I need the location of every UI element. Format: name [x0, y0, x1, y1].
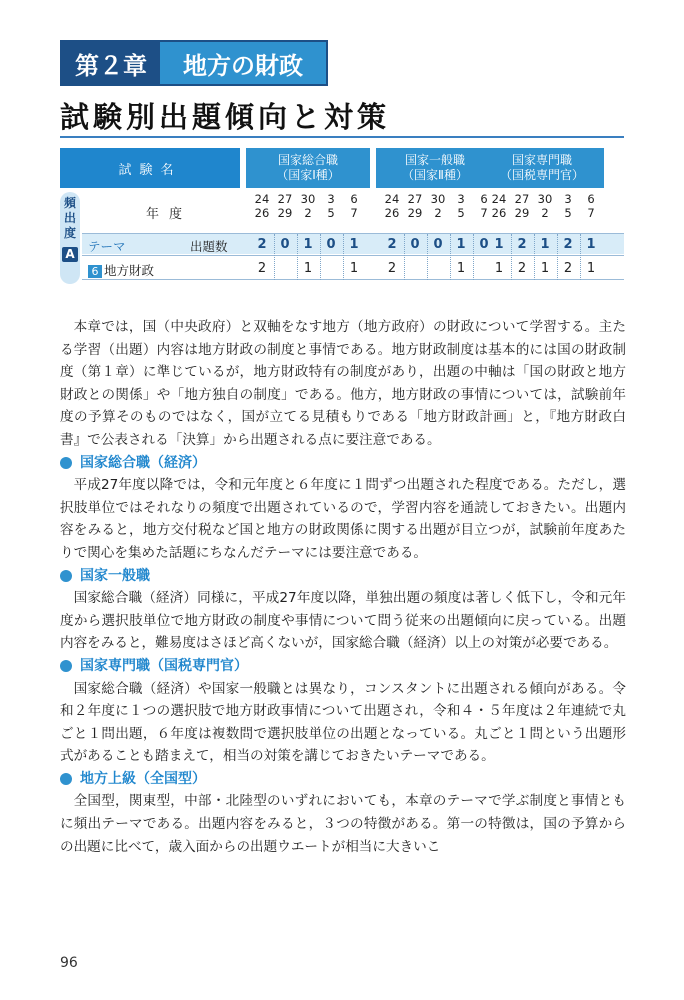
count-cell: 2 [563, 237, 573, 252]
group-header-kokka-sogo [246, 148, 370, 188]
year-start: 30 [537, 192, 553, 206]
group-line1: 国家一般職 [404, 153, 465, 167]
count-cell: 1 [494, 237, 504, 252]
year-end: 26 [491, 206, 507, 220]
year-end: 26 [384, 206, 400, 220]
theme-count-cell: 1 [349, 261, 359, 276]
row-divider [82, 255, 624, 256]
theme-number-badge: 6 [88, 265, 102, 278]
column-divider [320, 234, 321, 280]
year-cell [536, 192, 554, 220]
count-label: 出題数 [190, 239, 228, 254]
year-end: 2 [541, 206, 549, 220]
year-label: 年度 [145, 207, 192, 222]
theme-count-cell: 1 [540, 261, 550, 276]
year-end: 29 [514, 206, 530, 220]
group-line1: 国家専門職 [511, 153, 572, 167]
group-header-kokka-senmon [480, 148, 604, 188]
year-start: 6 [480, 192, 488, 206]
section-paragraph: 全国型，関東型，中部・北陸型のいずれにおいても，本章のテーマで学ぶ制度と事情ともに頻出テーマである。出題内容をみると，３つの特徴がある。第一の特徴は，国の予算からの出題に比べて，歳入面からの出題ウエートが相当に大きいこ [60, 793, 626, 855]
year-start: 27 [277, 192, 293, 206]
column-divider [274, 234, 275, 280]
section-paragraph: 平成27年度以降では，令和元年度と６年度に１問ずつ出題された程度である。ただし，選択肢単位ではそれなりの頻度で出題されているので，学習内容を通読しておきたい。出題内容をみると，地方交付税など国と地方の財政関係に関する出題が目立つが，試験前年度あたりで関心を集めた話題にちなんだテーマには要注意である。 [60, 477, 626, 561]
count-cell: 1 [349, 237, 359, 252]
bullet-icon [60, 457, 72, 469]
page-number: 96 [60, 955, 78, 971]
column-divider [473, 234, 474, 280]
row-divider [82, 279, 624, 280]
year-end: 7 [587, 206, 595, 220]
count-cell: 1 [586, 237, 596, 252]
theme-label: テーマ [88, 239, 126, 254]
count-cell: 0 [280, 237, 290, 252]
exam-name-header: 試験名 [60, 148, 240, 188]
column-divider [450, 234, 451, 280]
theme-count-cell: 2 [517, 261, 527, 276]
theme-count-cell: 2 [387, 261, 397, 276]
count-cell: 0 [479, 237, 489, 252]
count-cell: 2 [517, 237, 527, 252]
frequency-label [60, 192, 80, 284]
year-cell [559, 192, 577, 220]
year-start: 6 [350, 192, 358, 206]
section-heading [60, 655, 626, 678]
section-title: 国家総合職（経済） [80, 454, 206, 471]
year-end: 5 [564, 206, 572, 220]
theme-count-cell: 1 [494, 261, 504, 276]
year-cell [490, 192, 508, 220]
year-end: 7 [350, 206, 358, 220]
section-heading [60, 565, 626, 588]
page-title: 試験別出題傾向と対策 [60, 100, 391, 134]
section-heading [60, 768, 626, 791]
chapter-number: 第２章 [62, 42, 160, 84]
count-cell: 0 [326, 237, 336, 252]
year-start: 30 [300, 192, 316, 206]
year-start: 3 [327, 192, 335, 206]
bullet-icon [60, 773, 72, 785]
count-cell: 1 [303, 237, 313, 252]
theme-count-cell: 1 [586, 261, 596, 276]
year-cell [513, 192, 531, 220]
year-cell [582, 192, 600, 220]
year-cell [452, 192, 470, 220]
title-rule [60, 136, 624, 138]
group-line2: （国家Ⅱ種） [402, 168, 468, 182]
count-cell: 0 [410, 237, 420, 252]
year-cell [345, 192, 363, 220]
year-start: 24 [254, 192, 270, 206]
year-end: 29 [277, 206, 293, 220]
year-start: 3 [457, 192, 465, 206]
year-cell [322, 192, 340, 220]
year-cell [276, 192, 294, 220]
count-cell: 2 [387, 237, 397, 252]
group-line2: （国家Ⅰ種） [276, 168, 340, 182]
column-divider [427, 234, 428, 280]
count-cell: 0 [433, 237, 443, 252]
year-start: 24 [491, 192, 507, 206]
year-start: 27 [514, 192, 530, 206]
theme-item [88, 261, 154, 279]
chapter-title: 地方の財政 [160, 42, 326, 84]
row-divider [82, 233, 624, 234]
bullet-icon [60, 570, 72, 582]
year-cell [383, 192, 401, 220]
bullet-icon [60, 660, 72, 672]
year-start: 6 [587, 192, 595, 206]
year-cell [253, 192, 271, 220]
year-end: 7 [480, 206, 488, 220]
year-end: 5 [327, 206, 335, 220]
count-cell: 1 [540, 237, 550, 252]
group-line1: 国家総合職 [277, 153, 338, 167]
year-cell [429, 192, 447, 220]
section-heading [60, 452, 626, 475]
count-cell: 2 [257, 237, 267, 252]
theme-count-cell: 1 [303, 261, 313, 276]
section-title: 地方上級（全国型） [80, 770, 206, 787]
intro-paragraph: 本章では，国（中央政府）と双軸をなす地方（地方政府）の財政について学習する。主たる学習（出題）内容は地方財政の制度と事情である。地方財政制度は基本的には国の財政制度（第１章）に準じているが，地方財政特有の制度があり，出題の中軸は「国の財政と地方財政との関係」や「地方独自の制度」である。他方，地方財政の事情については，試験前年度の予算そのものではなく，国が立てる見積もりである「地方財政計画」と，『地方財政白書』で公表される「決算」から出題される点に要注意である。 [60, 319, 626, 448]
column-divider [404, 234, 405, 280]
count-cell: 1 [456, 237, 466, 252]
year-cell [299, 192, 317, 220]
group-line2: （国税専門官） [499, 168, 584, 182]
theme-name: 地方財政 [104, 263, 155, 278]
frequency-char: 出 [63, 211, 76, 225]
column-divider [580, 234, 581, 280]
theme-count-cell: 1 [456, 261, 466, 276]
chapter-header [60, 40, 328, 86]
column-divider [534, 234, 535, 280]
year-end: 29 [407, 206, 423, 220]
group-header-kokka-ippan [376, 148, 494, 188]
body-text [60, 316, 626, 858]
section-title: 国家一般職 [80, 567, 150, 584]
frequency-char: 頻 [63, 196, 76, 210]
column-divider [343, 234, 344, 280]
section-title: 国家専門職（国税専門官） [80, 657, 248, 674]
year-end: 2 [434, 206, 442, 220]
year-start: 27 [407, 192, 423, 206]
year-start: 24 [384, 192, 400, 206]
year-end: 2 [304, 206, 312, 220]
year-end: 5 [457, 206, 465, 220]
section-paragraph: 国家総合職（経済）や国家一般職とは異なり，コンスタントに出題される傾向がある。令和２年度に１つの選択肢で地方財政事情について出題され，令和４・５年度は２年連続で丸ごと１問出題，６年度は複数問で選択肢単位の出題となっている。丸ごと１問という出題形式があることも踏まえて，相当の対策を講じておきたいテーマである。 [60, 680, 626, 765]
section-paragraph: 国家総合職（経済）同様に，平成27年度以降，単独出題の頻度は著しく低下し，令和元年度から選択肢単位で地方財政の制度や事情について問う従来の出題傾向に戻っている。出題内容をみると，難易度はさほど高くないが，国家総合職（経済）以上の対策が必要である。 [60, 590, 626, 652]
column-divider [297, 234, 298, 280]
year-start: 30 [430, 192, 446, 206]
frequency-grade: A [62, 247, 78, 262]
exam-trend-table [60, 148, 624, 288]
column-divider [557, 234, 558, 280]
year-end: 26 [254, 206, 270, 220]
column-divider [511, 234, 512, 280]
theme-count-cell: 2 [257, 261, 267, 276]
year-start: 3 [564, 192, 572, 206]
theme-count-cell: 2 [563, 261, 573, 276]
frequency-char: 度 [63, 226, 76, 240]
year-cell [406, 192, 424, 220]
